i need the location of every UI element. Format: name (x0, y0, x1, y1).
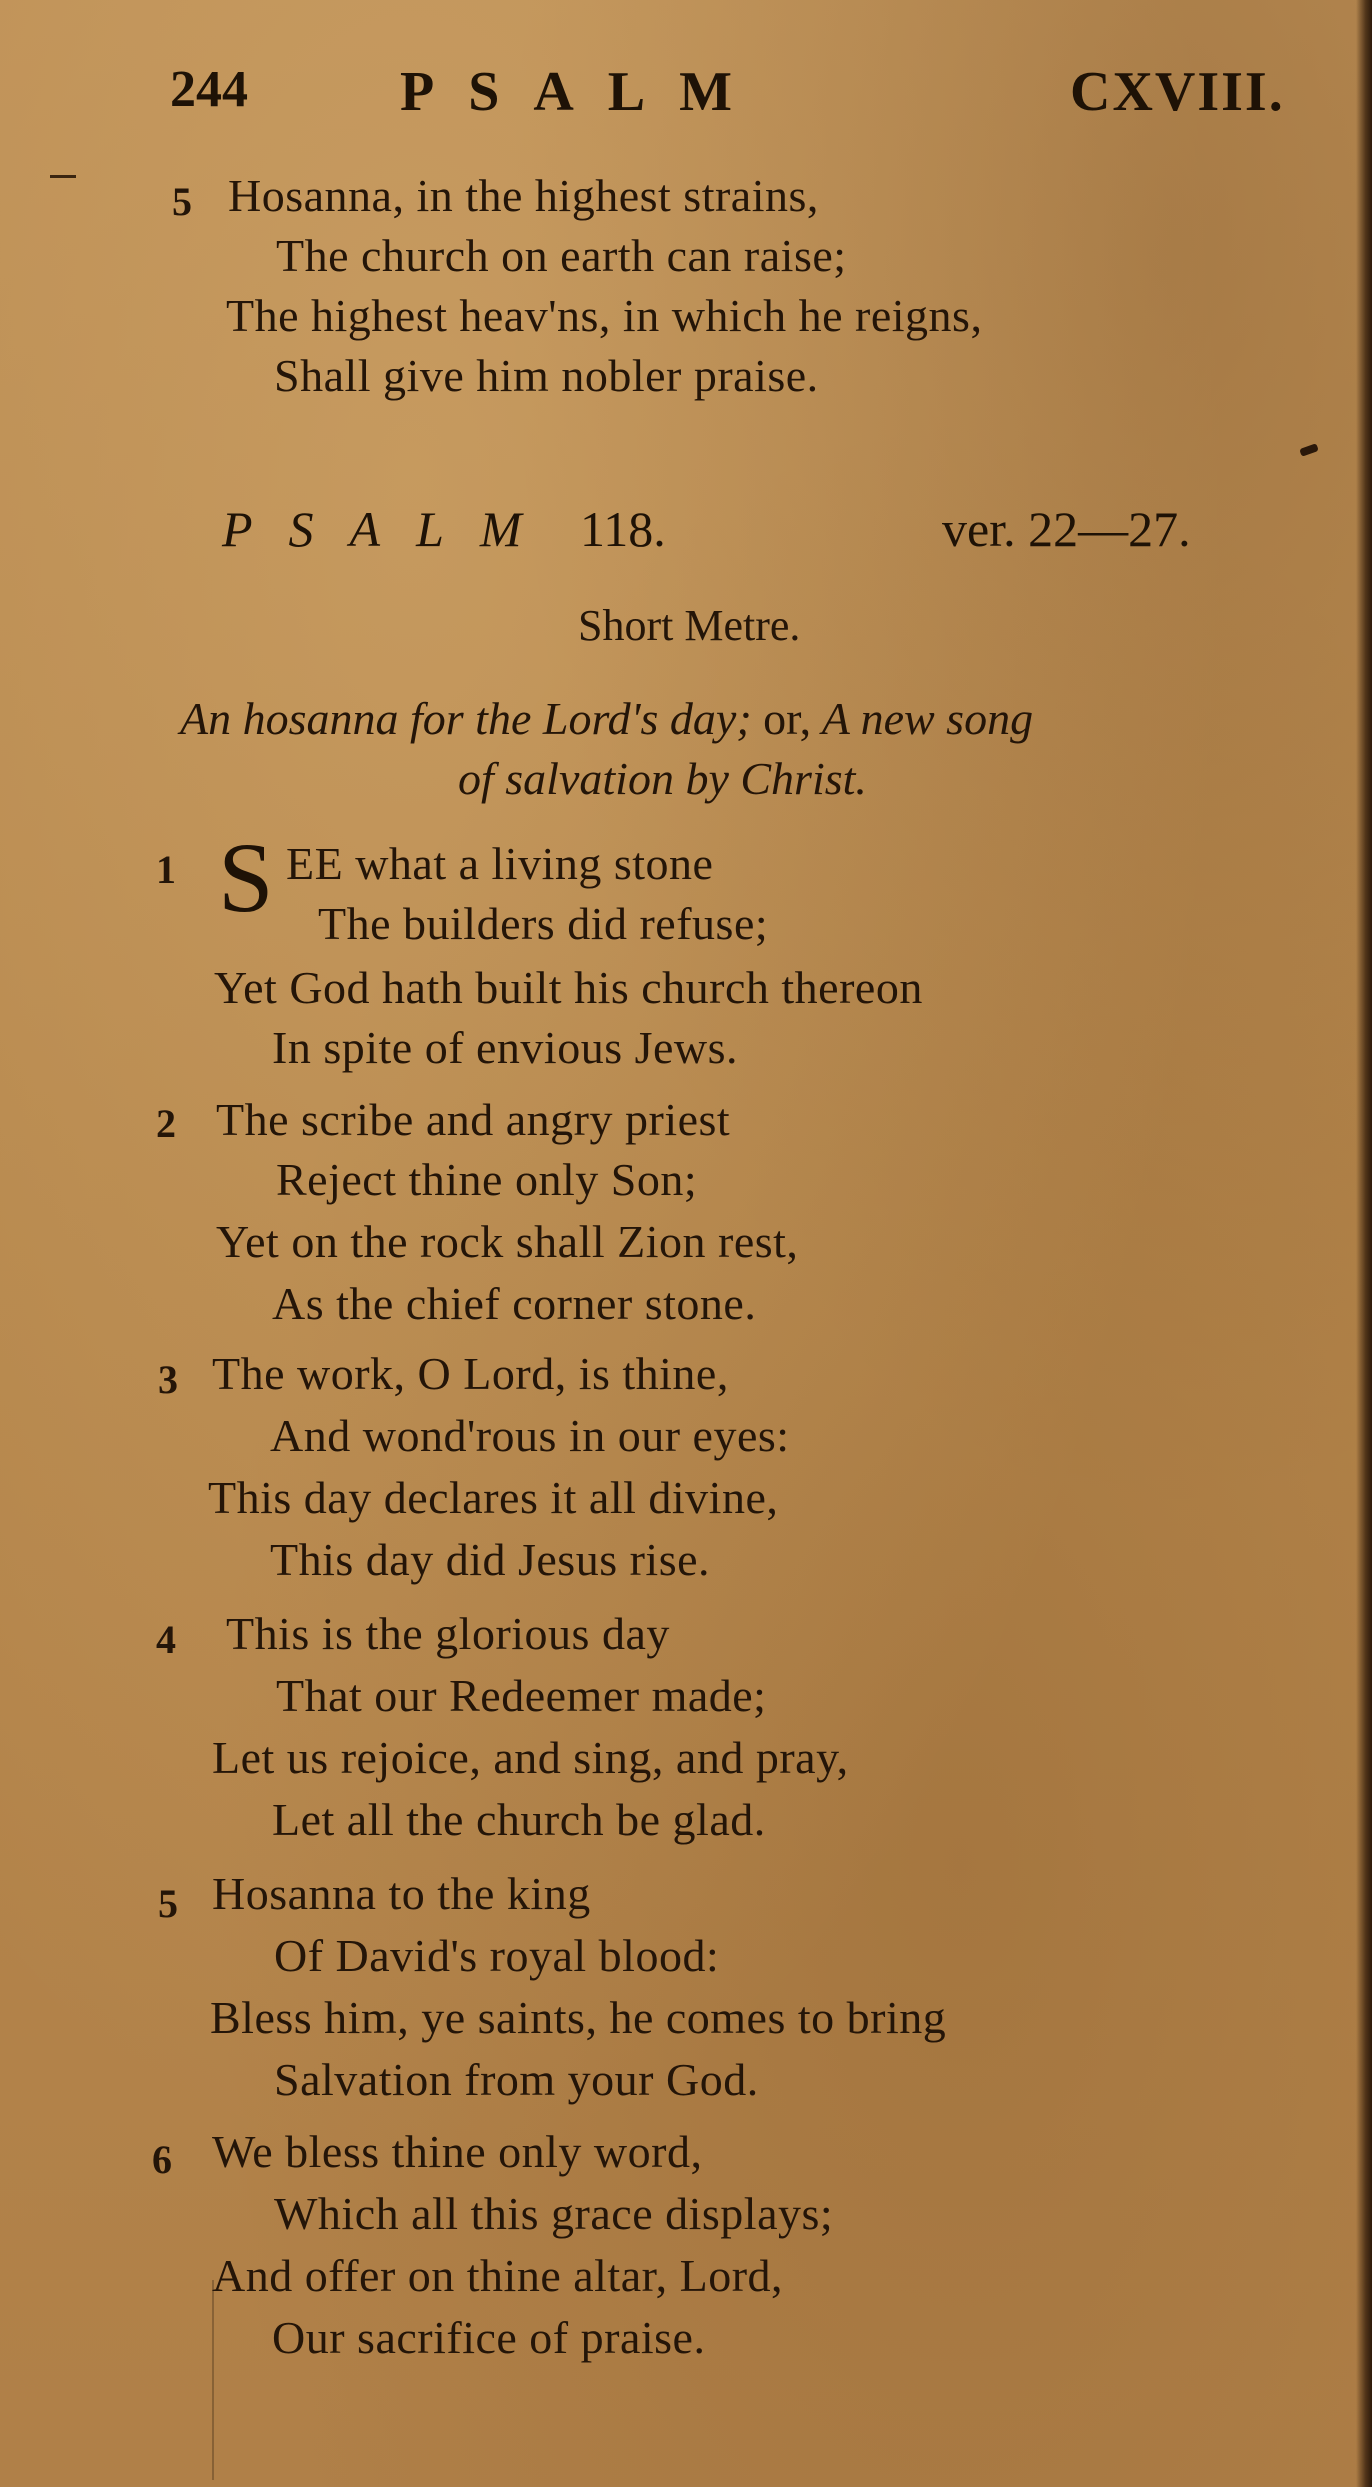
stanza-line: That our Redeemer made; (276, 1670, 767, 1721)
page-number: 244 (170, 61, 248, 118)
stanza-number: 4 (156, 1617, 176, 1662)
stanza-number: 6 (152, 2137, 172, 2182)
verse-line: Hosanna, in the highest strains, (228, 170, 819, 221)
stanza-line: Which all this grace displays; (274, 2188, 834, 2239)
verse-number: 5 (172, 179, 192, 224)
subtitle-line-1 (180, 692, 1033, 745)
subtitle-part-1: An hosanna for the Lord's day; (180, 693, 752, 744)
subtitle-line-2: of salvation by Christ. (458, 753, 867, 804)
stanza-line: Of David's royal blood: (274, 1930, 720, 1981)
drop-cap: S (218, 822, 274, 933)
stanza-line: This is the glorious day (226, 1608, 670, 1659)
stanza-line: As the chief corner stone. (272, 1278, 757, 1329)
ink-mark (1299, 443, 1319, 457)
stanza-line: Bless him, ye saints, he comes to bring (210, 1992, 947, 2043)
stanza-number: 3 (158, 1357, 178, 1402)
margin-dash (50, 175, 76, 178)
psalm-number: 118. (580, 501, 666, 557)
header-title: PSALM (400, 61, 766, 123)
margin-mark (212, 2280, 214, 2480)
stanza-number: 1 (156, 847, 176, 892)
psalm-heading (222, 500, 1191, 558)
verse-reference: ver. 22—27. (942, 501, 1191, 557)
stanza-line: This day did Jesus rise. (270, 1534, 711, 1585)
verse-line: The church on earth can raise; (276, 230, 847, 281)
stanza-line: Salvation from your God. (274, 2054, 759, 2105)
stanza-line: And offer on thine altar, Lord, (212, 2250, 784, 2301)
stanza-line: The builders did refuse; (318, 898, 769, 949)
stanza-line: EE what a living stone (286, 838, 714, 889)
stanza-line: This day declares it all divine, (208, 1472, 779, 1523)
page-edge-shadow (1356, 0, 1372, 2487)
stanza-number: 5 (158, 1881, 178, 1926)
stanza-line: The work, O Lord, is thine, (212, 1348, 729, 1399)
verse-line: The highest heav'ns, in which he reigns, (226, 290, 983, 341)
stanza-line: Let us rejoice, and sing, and pray, (212, 1732, 849, 1783)
stanza-line: The scribe and angry priest (216, 1094, 731, 1145)
stanza-line: Let all the church be glad. (272, 1794, 766, 1845)
stanza-line: We bless thine only word, (212, 2126, 703, 2177)
header-numeral: CXVIII. (1070, 61, 1285, 123)
subtitle-or: or, (763, 693, 812, 744)
stanza-line: Our sacrifice of praise. (272, 2312, 706, 2363)
stanza-number: 2 (156, 1101, 176, 1146)
running-header (170, 60, 1285, 130)
metre-label: Short Metre. (578, 601, 801, 650)
psalm-word: PSALM (222, 501, 558, 557)
stanza-line: Yet God hath built his church thereon (214, 962, 923, 1013)
stanza-line: And wond'rous in our eyes: (270, 1410, 790, 1461)
stanza-line: Reject thine only Son; (276, 1154, 698, 1205)
stanza-line: In spite of envious Jews. (272, 1022, 739, 1073)
stanza-line: Hosanna to the king (212, 1868, 591, 1919)
subtitle-part-2: A new song (821, 693, 1034, 744)
stanza-line: Yet on the rock shall Zion rest, (216, 1216, 799, 1267)
verse-line: Shall give him nobler praise. (274, 350, 819, 401)
